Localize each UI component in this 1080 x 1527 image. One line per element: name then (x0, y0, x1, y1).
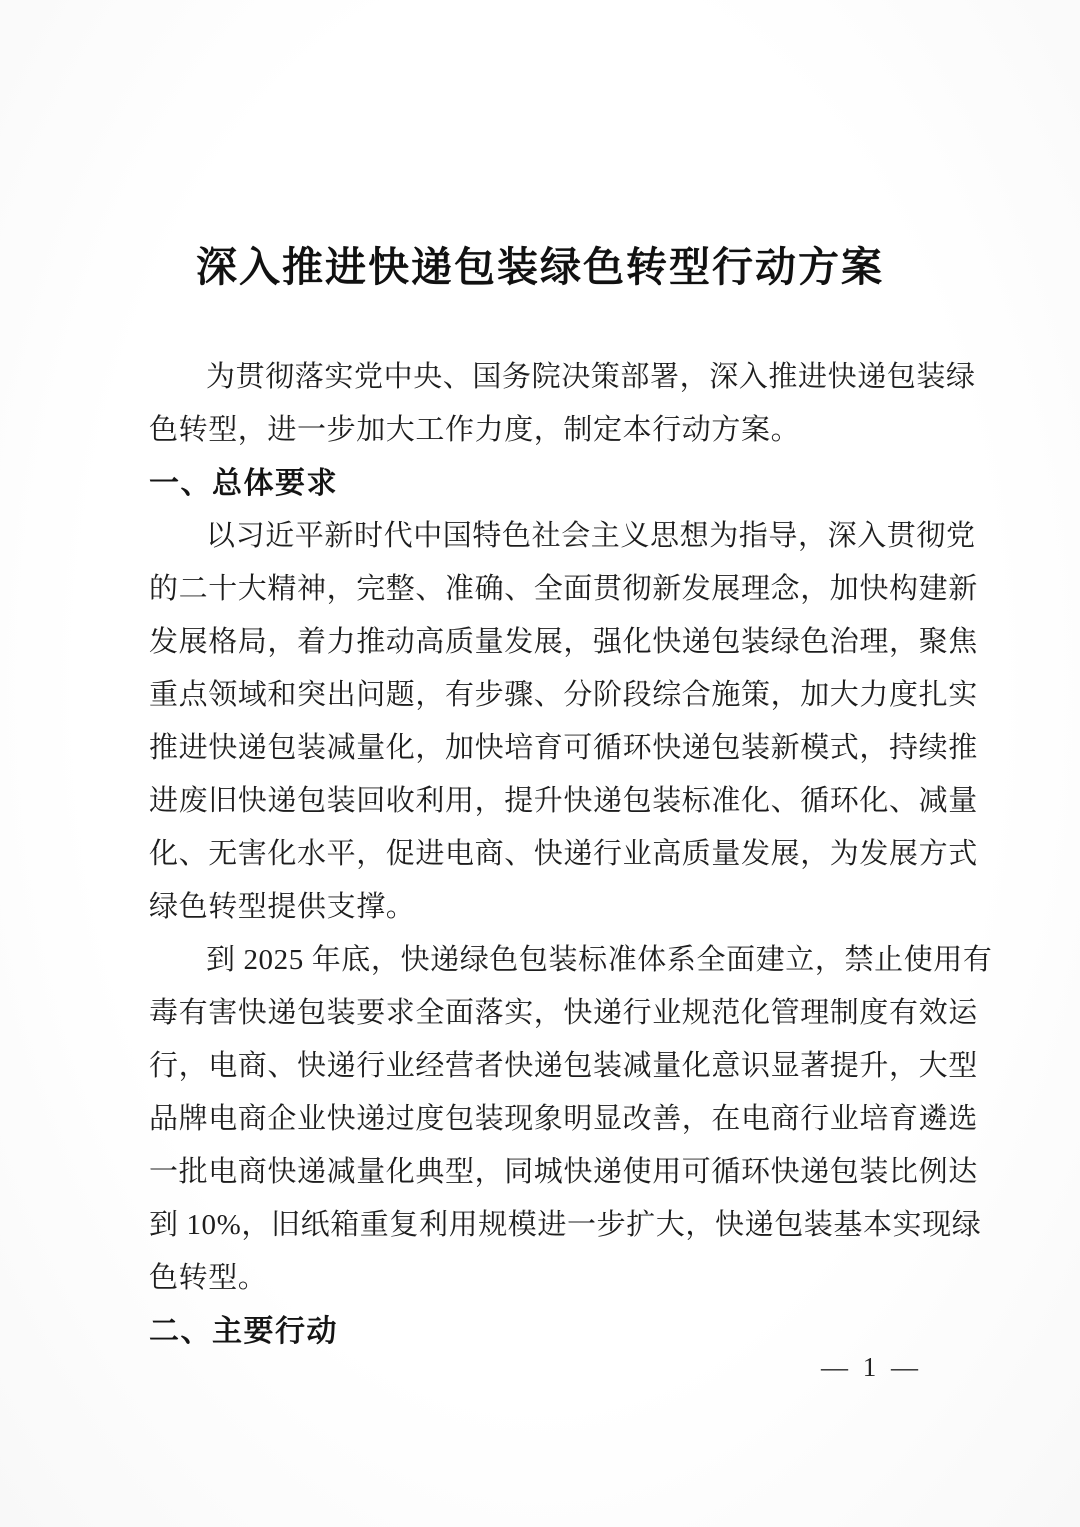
body-line: 色转型，进一步加大工作力度，制定本行动方案。 (149, 414, 801, 446)
body-line: 色转型。 (149, 1262, 268, 1294)
document-title: 深入推进快递包装绿色转型行动方案 (196, 244, 884, 290)
body-line: 到 10%，旧纸箱重复利用规模进一步扩大，快递包装基本实现绿 (149, 1209, 982, 1241)
body-line: 品牌电商企业快递过度包装现象明显改善，在电商行业培育遴选 (149, 1103, 978, 1135)
body-line: 一批电商快递减量化典型，同城快递使用可循环快递包装比例达 (149, 1156, 978, 1188)
body-line: 为贯彻落实党中央、国务院决策部署，深入推进快递包装绿 (206, 361, 976, 393)
body-line: 重点领域和突出问题，有步骤、分阶段综合施策，加大力度扎实 (149, 679, 978, 711)
section-heading: 一、总体要求 (149, 467, 338, 500)
body-line: 行，电商、快递行业经营者快递包装减量化意识显著提升，大型 (149, 1050, 978, 1082)
document-body (149, 351, 993, 1358)
body-line: 到 2025 年底，快递绿色包装标准体系全面建立，禁止使用有 (206, 944, 993, 976)
body-line: 绿色转型提供支撑。 (149, 891, 416, 923)
body-line: 进废旧快递包装回收利用，提升快递包装标准化、循环化、减量 (149, 785, 978, 817)
body-line: 毒有害快递包装要求全面落实，快递行业规范化管理制度有效运 (149, 997, 978, 1029)
page-number: — 1 — (821, 1352, 922, 1382)
body-line: 以习近平新时代中国特色社会主义思想为指导，深入贯彻党 (206, 520, 976, 552)
body-line: 化、无害化水平，促进电商、快递行业高质量发展，为发展方式 (149, 838, 978, 870)
body-line: 推进快递包装减量化，加快培育可循环快递包装新模式，持续推 (149, 732, 978, 764)
section-heading: 二、主要行动 (149, 1315, 338, 1348)
body-line: 的二十大精神，完整、准确、全面贯彻新发展理念，加快构建新 (149, 573, 978, 605)
body-line: 发展格局，着力推动高质量发展，强化快递包装绿色治理，聚焦 (149, 626, 978, 658)
